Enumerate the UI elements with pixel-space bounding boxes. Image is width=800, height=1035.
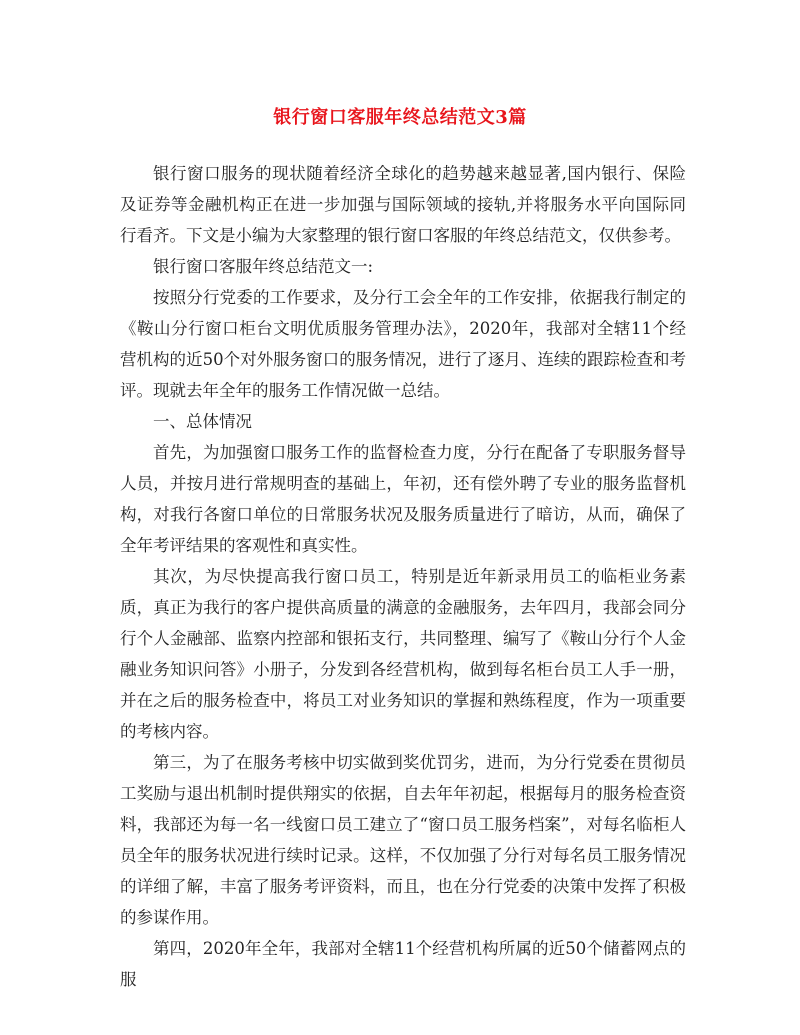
paragraph-third-point: 第三，为了在服务考核中切实做到奖优罚劣，进而，为分行党委在贯彻员工奖励与退出机制时提供翔实的依据，自去年年初起，根据每月的服务检查资料，我部还为每一名一线窗口员工建立了“窗口员工服务档案”，对每名临柜人员全年的服务状况进行续时记录。这样，不仅加强了分行对每名员工服务情况的详细了解，丰富了服务考评资料，而且，也在分行党委的决策中发挥了积极的参谋作用。 — [120, 753, 686, 927]
paragraph-section-heading-1: 银行窗口客服年终总结范文一: — [153, 257, 374, 276]
paragraph-intro: 银行窗口服务的现状随着经济全球化的趋势越来越显著,国内银行、保险及证券等金融机构正在进一步加强与国际领域的接轨,并将服务水平向国际同行看齐。下文是小编为大家整理的银行窗口客服的年终总结范文，仅供参考。 — [120, 164, 686, 245]
paragraph-subheading-general: 一、总体情况 — [153, 412, 252, 431]
document-title: 银行窗口客服年终总结范文3篇 — [273, 107, 527, 128]
paragraph-first-point: 首先，为加强窗口服务工作的监督检查力度，分行在配备了专职服务督导人员，并按月进行常规明查的基础上，年初，还有偿外聘了专业的服务监督机构，对我行各窗口单位的日常服务状况及服务质量进行了暗访，从而，确保了全年考评结果的客观性和真实性。 — [120, 443, 686, 555]
paragraph-second-point: 其次，为尽快提高我行窗口员工，特别是近年新录用员工的临柜业务素质，真正为我行的客户提供高质量的满意的金融服务，去年四月，我部会同分行个人金融部、监察内控部和银拓支行，共同整理、编写了《鞍山分行个人金融业务知识问答》小册子，分发到各经营机构，做到每名柜台员工人手一册，并在之后的服务检查中，将员工对业务知识的掌握和熟练程度，作为一项重要的考核内容。 — [120, 567, 686, 741]
paragraph-work-overview: 按照分行党委的工作要求，及分行工会全年的工作安排，依据我行制定的《鞍山分行窗口柜台文明优质服务管理办法》，2020年，我部对全辖11个经营机构的近50个对外服务窗口的服务情况，进行了逐月、连续的跟踪检查和考评。现就去年全年的服务工作情况做一总结。 — [120, 288, 686, 400]
paragraph-fourth-point: 第四，2020年全年，我部对全辖11个经营机构所属的近50个储蓄网点的服 — [120, 939, 686, 989]
document-body — [120, 158, 686, 995]
